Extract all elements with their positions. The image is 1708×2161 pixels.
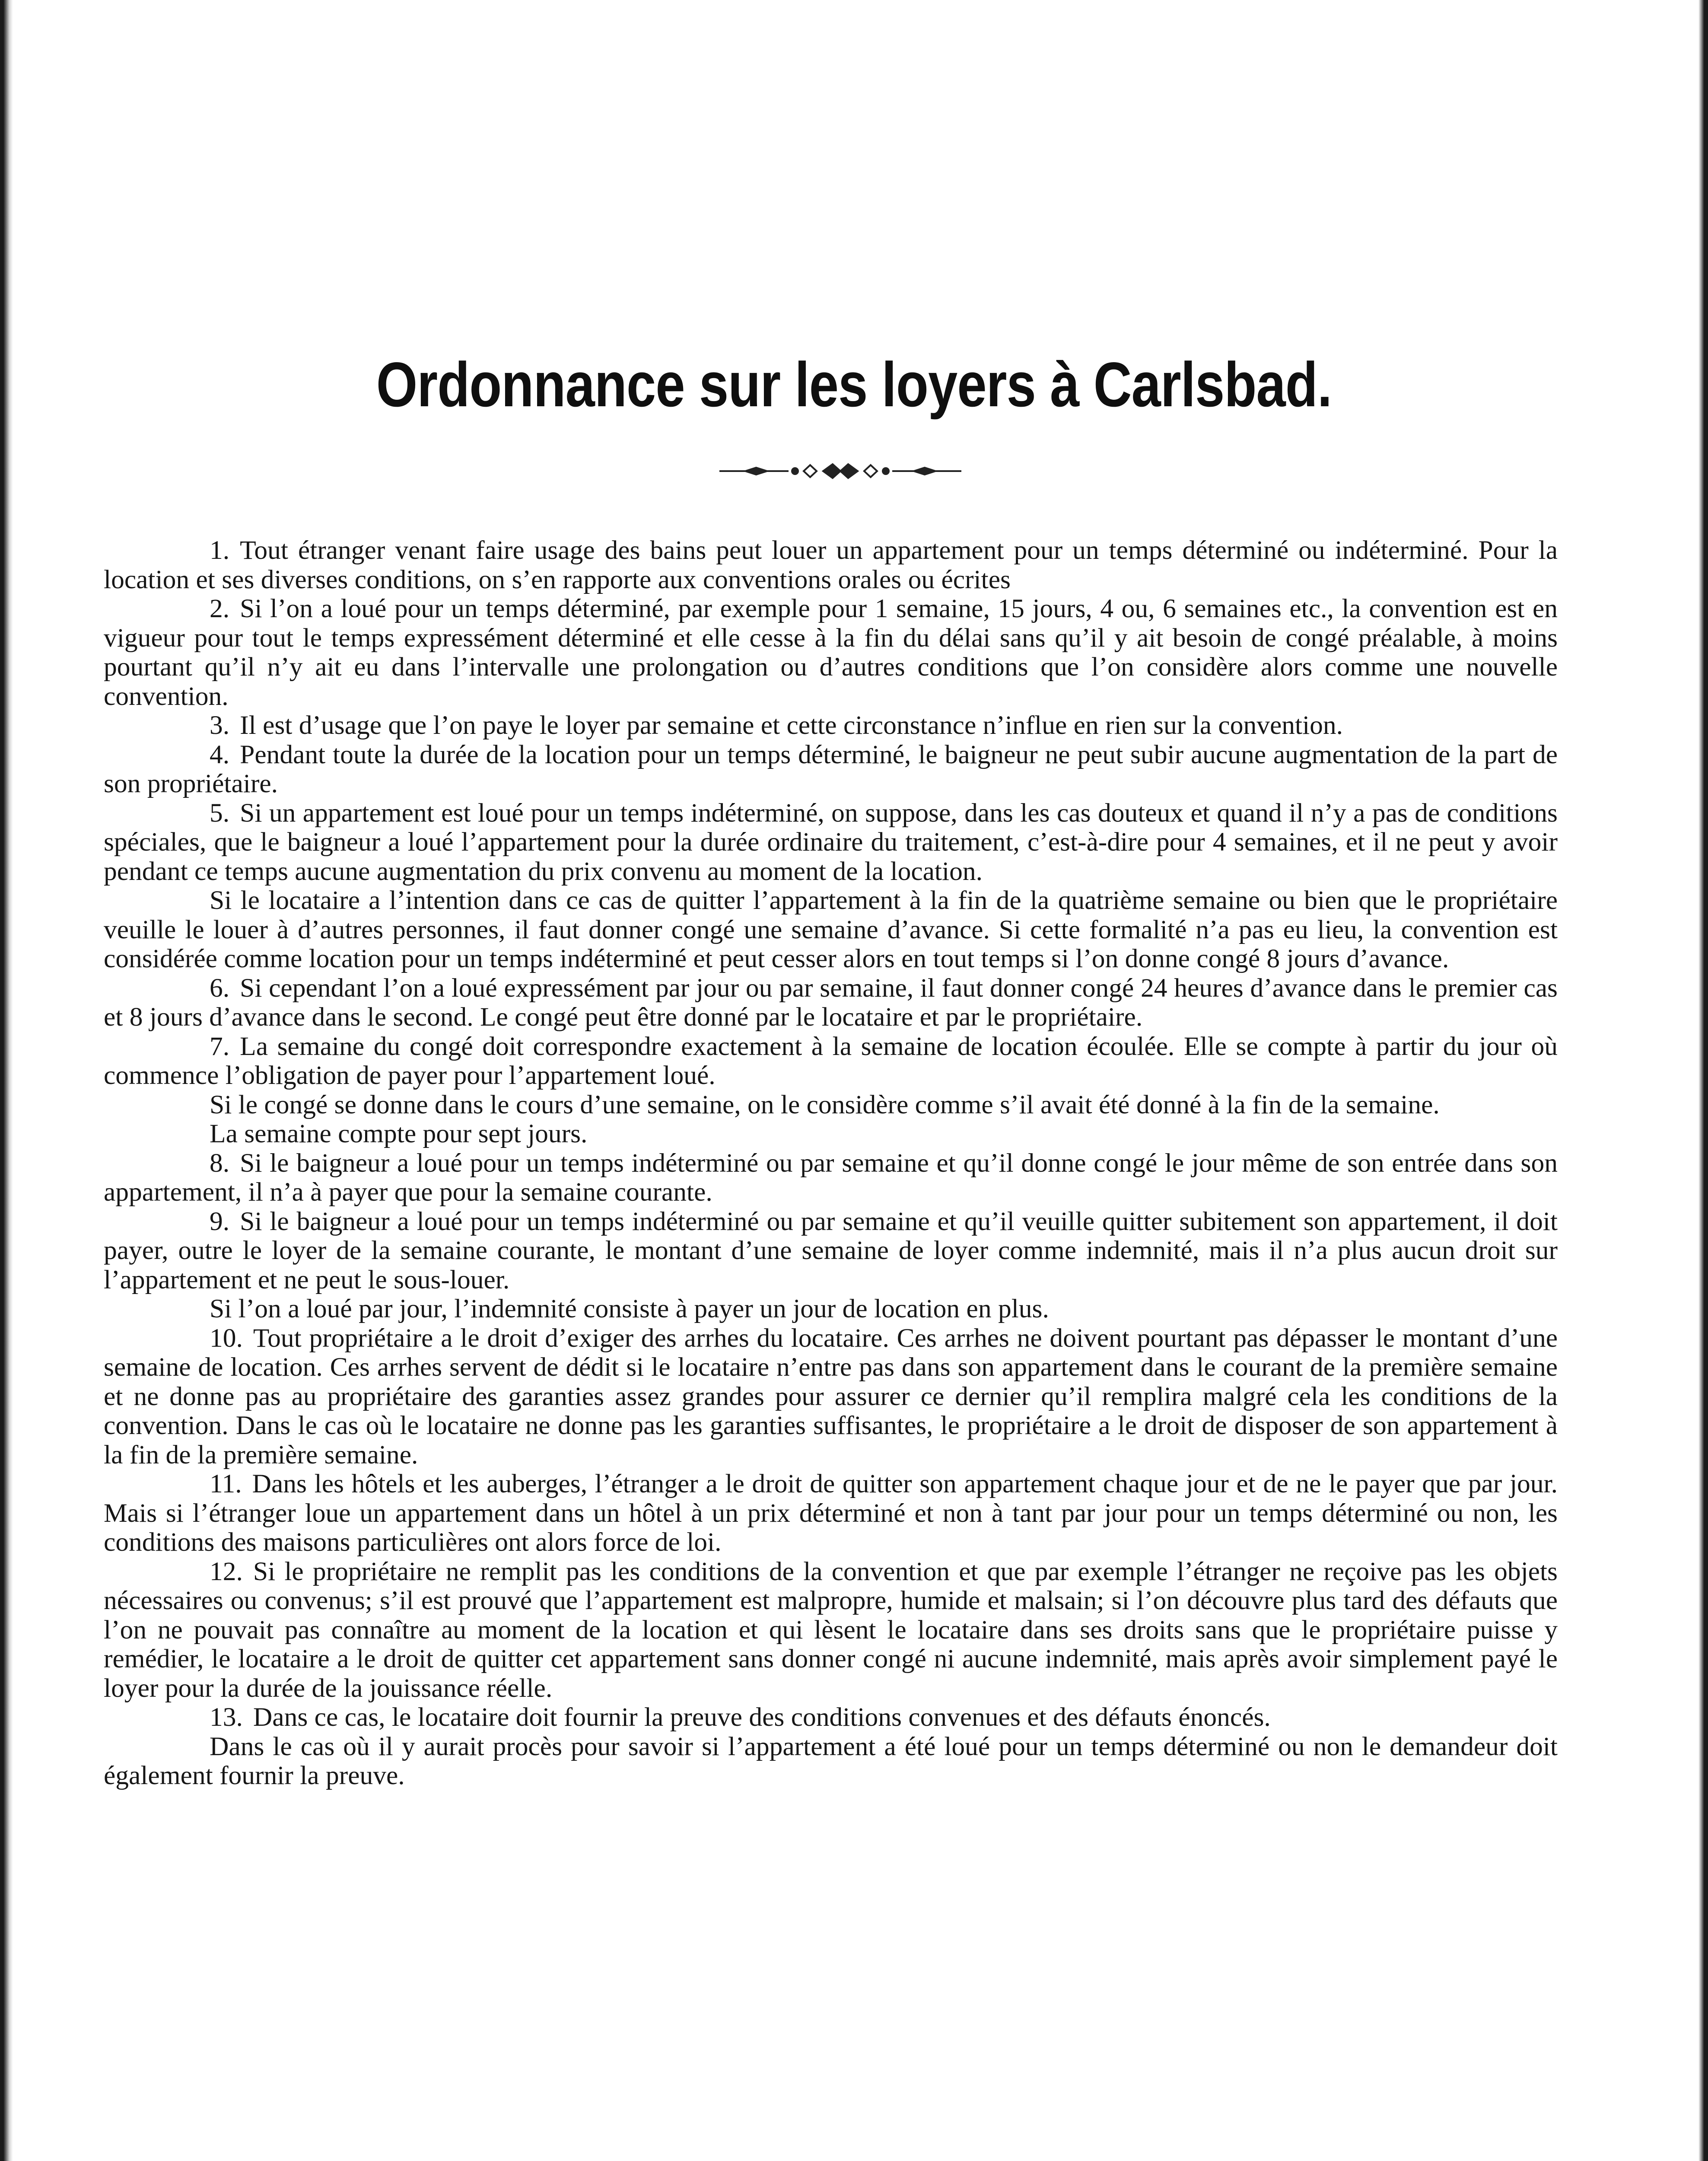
decorative-divider-icon xyxy=(719,458,961,484)
paragraph-number: 2. xyxy=(210,594,230,623)
paragraph-text: Il est d’usage que l’on paye le loyer par semaine et cette circonstance n’influe en rien sur la convention. xyxy=(240,711,1343,740)
paragraph-number: 8. xyxy=(210,1148,230,1178)
paragraph-text: Tout propriétaire a le droit d’exiger des arrhes du locataire. Ces arrhes ne doivent pourtant pas dépasser le montant d’une semaine de location. Ces arrhes servent de dédit si le locataire n’entre pas dans son appartement dans le courant de la première semaine et ne donne pas au propriétaire des garanties assez grandes pour assurer ce dernier qu’il remplira malgré cela les conditions de la convention. Dans le cas où le locataire ne donne pas les garanties suffisantes, le propriétaire a le droit de disposer de son appartement à la fin de la première semaine. xyxy=(104,1323,1558,1469)
ordinance-body xyxy=(104,536,1558,1791)
scan-edge-right xyxy=(1698,0,1708,2161)
paragraph-9 xyxy=(104,1207,1558,1295)
paragraph-number: 9. xyxy=(210,1206,230,1236)
paragraph-13-continued xyxy=(104,1732,1558,1791)
paragraph-7-note xyxy=(104,1119,1558,1149)
paragraph-8 xyxy=(104,1149,1558,1207)
paragraph-13 xyxy=(104,1703,1558,1732)
paragraph-number: 11. xyxy=(210,1469,242,1498)
paragraph-7 xyxy=(104,1032,1558,1090)
paragraph-3 xyxy=(104,711,1558,740)
paragraph-number: 7. xyxy=(210,1031,230,1061)
paragraph-text: Si le baigneur a loué pour un temps indéterminé ou par semaine et qu’il donne congé le jour même de son entrée dans son appartement, il n’a à payer que pour la semaine courante. xyxy=(104,1148,1558,1207)
paragraph-9-continued xyxy=(104,1294,1558,1324)
paragraph-text: Pendant toute la durée de la location pour un temps déterminé, le baigneur ne peut subir aucune augmentation de la part de son propriétaire. xyxy=(104,739,1558,798)
paragraph-text: Si un appartement est loué pour un temps indéterminé, on suppose, dans les cas douteux et quand il n’y a pas de conditions spéciales, que le baigneur a loué l’appartement pour la durée ordinaire du traitement, c’est-à-dire pour 4 semaines, et il ne peut y avoir pendant ce temps aucune augmentation du prix convenu au moment de la location. xyxy=(104,798,1558,886)
paragraph-10 xyxy=(104,1324,1558,1470)
paragraph-number: 13. xyxy=(210,1702,243,1732)
paragraph-text: Dans les hôtels et les auberges, l’étranger a le droit de quitter son appartement chaque jour et de ne le payer que par jour. Mais si l’étranger loue un appartement dans un hôtel à un prix déterminé et non à tant par jour pour un temps déterminé ou non, les conditions des maisons particulières ont alors force de loi. xyxy=(104,1469,1558,1557)
paragraph-text: Si l’on a loué par jour, l’indemnité consiste à payer un jour de location en plus. xyxy=(210,1294,1049,1323)
paragraph-text: Si le propriétaire ne remplit pas les conditions de la convention et que par exemple l’étranger ne reçoive pas les objets nécessaires ou convenus; s’il est prouvé que l’appartement est malpropre, humide et malsain; si l’on découvre plus tard des défauts que l’on ne pouvait pas connaître au moment de la location et qui lèsent le locataire dans ses droits sans que le propriétaire puisse y remédier, le locataire a le droit de quitter cet appartement sans donner congé ni aucune indemnité, mais après avoir simplement payé le loyer pour la durée de la jouissance réelle. xyxy=(104,1556,1558,1703)
paragraph-number: 12. xyxy=(210,1556,243,1586)
paragraph-text: Si l’on a loué pour un temps déterminé, par exemple pour 1 semaine, 15 jours, 4 ou, 6 semaines etc., la convention est en vigueur pour tout le temps expressément déterminé et elle cesse à la fin du délai sans qu’il y ait besoin de congé préalable, à moins pourtant qu’il n’y ait eu dans l’intervalle une prolongation ou d’autres conditions que l’on considère alors comme une nouvelle convention. xyxy=(104,594,1558,711)
paragraph-number: 3. xyxy=(210,711,230,740)
paragraph-5 xyxy=(104,799,1558,886)
paragraph-text: Dans ce cas, le locataire doit fournir la preuve des conditions convenues et des défauts énoncés. xyxy=(253,1702,1271,1732)
paragraph-4 xyxy=(104,740,1558,799)
paragraph-text: Si cependant l’on a loué expressément par jour ou par semaine, il faut donner congé 24 heures d’avance dans le premier cas et 8 jours d’avance dans le second. Le congé peut être donné par le locataire et par le propriétaire. xyxy=(104,973,1558,1032)
paragraph-text: Si le locataire a l’intention dans ce cas de quitter l’appartement à la fin de la quatrième semaine ou bien que le propriétaire veuille le louer à d’autres personnes, il faut donner congé une semaine d’avance. Si cette formalité n’a pas eu lieu, la convention est considérée comme location pour un temps indéterminé et peut cesser alors en tout temps si l’on donne congé 8 jours d’avance. xyxy=(104,886,1558,973)
paragraph-text: Dans le cas où il y aurait procès pour savoir si l’appartement a été loué pour un temps déterminé ou non le demandeur doit également fournir la preuve. xyxy=(104,1731,1558,1790)
paragraph-text: La semaine compte pour sept jours. xyxy=(210,1119,588,1148)
paragraph-text: Si le congé se donne dans le cours d’une semaine, on le considère comme s’il avait été donné à la fin de la semaine. xyxy=(210,1090,1440,1119)
paragraph-2 xyxy=(104,594,1558,711)
paragraph-number: 4. xyxy=(210,739,230,769)
paragraph-number: 5. xyxy=(210,798,230,828)
page-title: Ordonnance sur les loyers à Carlsbad. xyxy=(376,349,1332,420)
paragraph-text: Si le baigneur a loué pour un temps indéterminé ou par semaine et qu’il veuille quitter subitement son appartement, il doit payer, outre le loyer de la semaine courante, le montant d’une semaine de loyer comme indemnité, mais il n’a plus aucun droit sur l’appartement et ne peut le sous-louer. xyxy=(104,1206,1558,1294)
paragraph-text: La semaine du congé doit correspondre exactement à la semaine de location écoulée. Elle se compte à partir du jour où commence l’obligation de payer pour l’appartement loué. xyxy=(104,1031,1558,1090)
paragraph-6 xyxy=(104,974,1558,1032)
paragraph-11 xyxy=(104,1469,1558,1557)
paragraph-number: 10. xyxy=(210,1323,243,1353)
paragraph-5-continued xyxy=(104,886,1558,974)
paragraph-1 xyxy=(104,536,1558,594)
paragraph-7-continued xyxy=(104,1090,1558,1120)
scan-edge-left xyxy=(0,0,13,2161)
paragraph-number: 1. xyxy=(210,535,230,565)
paragraph-12 xyxy=(104,1557,1558,1703)
paragraph-text: Tout étranger venant faire usage des bains peut louer un appartement pour un temps déterminé ou indéterminé. Pour la location et ses diverses conditions, on s’en rapporte aux conventions orales ou écrites xyxy=(104,535,1558,594)
paragraph-number: 6. xyxy=(210,973,230,1003)
